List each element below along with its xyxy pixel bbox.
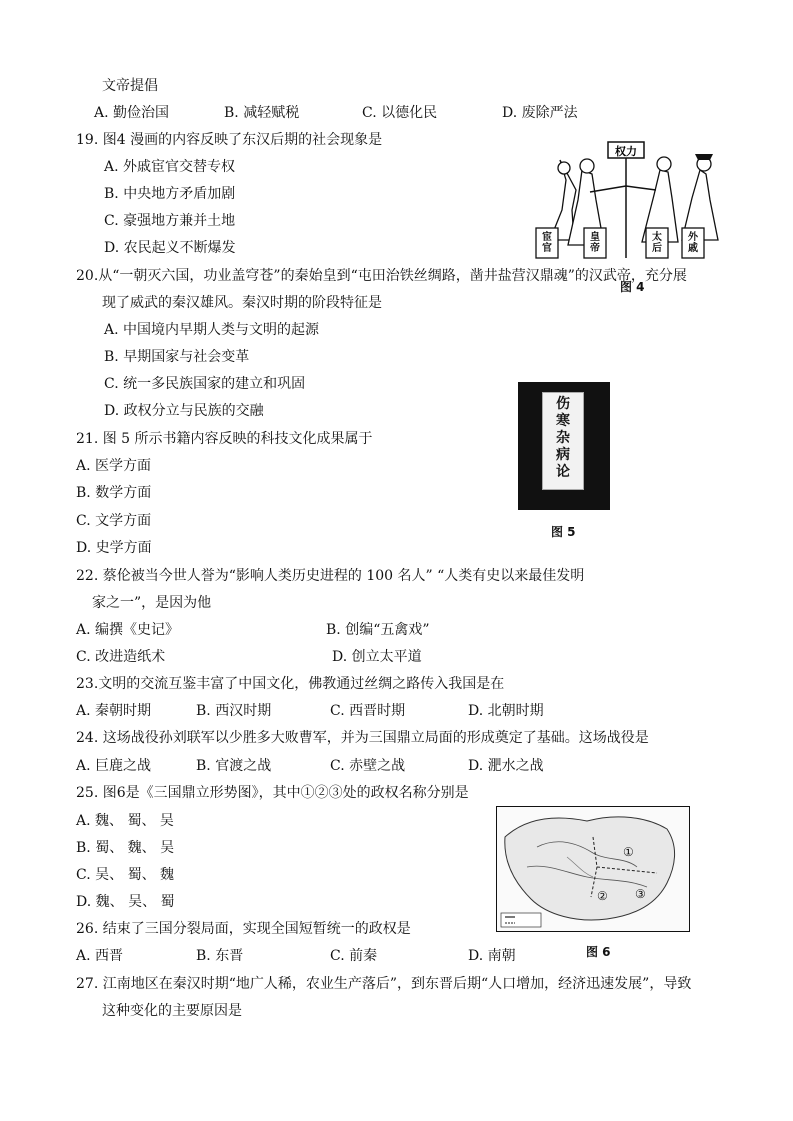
q20-option-a[interactable]: A. 中国境内早期人类与文明的起源 [104, 322, 320, 338]
q19-option-d[interactable]: D. 农民起义不断爆发 [104, 240, 236, 256]
q24-option-c[interactable]: C. 赤壁之战 [330, 758, 406, 774]
figure-5-book-photo [518, 382, 610, 510]
figure-6-marker-1: ① [623, 845, 634, 859]
q19-option-c[interactable]: C. 豪强地方兼并土地 [104, 213, 236, 229]
q20-stem-line1: 20.从“一朝灭六国，功业盖穹苍”的秦始皇到“屯田治铁丝绸路，凿井盐营汉鼎魂”的汉武帝，充分展 [76, 268, 687, 284]
q18-option-b[interactable]: B. 减轻赋税 [224, 105, 300, 121]
q24-option-a[interactable]: A. 巨鹿之战 [76, 758, 152, 774]
q22-option-a[interactable]: A. 编撰《史记》 [76, 622, 180, 638]
q25-option-a[interactable]: A. 魏、 蜀、 吴 [76, 813, 174, 829]
q19-option-b[interactable]: B. 中央地方矛盾加剧 [104, 186, 236, 202]
figure-6-caption: 图 6 [586, 945, 611, 959]
figure-4-label-eunuch: 宦官 [542, 232, 552, 254]
q19-stem: 19. 图4 漫画的内容反映了东汉后期的社会现象是 [76, 132, 383, 148]
figure-4-banner: 权力 [615, 145, 637, 158]
q25-option-b[interactable]: B. 蜀、 魏、 吴 [76, 840, 175, 856]
q18-option-c[interactable]: C. 以德化民 [362, 105, 438, 121]
figure-6-marker-3: ③ [635, 887, 646, 901]
q25-stem: 25. 图6是《三国鼎立形势图》，其中①②③处的政权名称分别是 [76, 785, 469, 801]
q18-stem-tail: 文帝提倡 [102, 78, 158, 94]
figure-5-book-title: 伤寒杂病论 [556, 396, 570, 480]
figure-4-label-dowager: 太后 [652, 232, 662, 254]
q22-option-d[interactable]: D. 创立太平道 [332, 649, 422, 665]
q23-option-a[interactable]: A. 秦朝时期 [76, 703, 152, 719]
q21-stem: 21. 图 5 所示书籍内容反映的科技文化成果属于 [76, 431, 373, 447]
q22-stem-line2: 家之一”，是因为他 [92, 595, 212, 611]
q21-option-d[interactable]: D. 史学方面 [76, 540, 152, 556]
figure-4-label-consort-kin: 外戚 [688, 232, 698, 254]
q23-stem: 23.文明的交流互鉴丰富了中国文化，佛教通过丝绸之路传入我国是在 [76, 676, 505, 692]
figure-6-marker-2: ② [597, 889, 608, 903]
q24-option-b[interactable]: B. 官渡之战 [196, 758, 272, 774]
q18-option-a[interactable]: A. 勤俭治国 [94, 105, 170, 121]
q21-option-a[interactable]: A. 医学方面 [76, 458, 152, 474]
q19-option-a[interactable]: A. 外戚宦官交替专权 [104, 159, 236, 175]
q22-option-c[interactable]: C. 改进造纸术 [76, 649, 166, 665]
q24-option-d[interactable]: D. 淝水之战 [468, 758, 544, 774]
q21-option-c[interactable]: C. 文学方面 [76, 513, 152, 529]
q23-option-d[interactable]: D. 北朝时期 [468, 703, 544, 719]
q20-stem-line2: 现了威武的秦汉雄风。秦汉时期的阶段特征是 [102, 295, 382, 311]
q24-stem: 24. 这场战役孙刘联军以少胜多大败曹军，并为三国鼎立局面的形成奠定了基础。这场战役是 [76, 730, 649, 746]
q20-option-d[interactable]: D. 政权分立与民族的交融 [104, 403, 264, 419]
q21-option-b[interactable]: B. 数学方面 [76, 485, 152, 501]
q18-option-d[interactable]: D. 废除严法 [502, 105, 578, 121]
q27-stem-line1: 27. 江南地区在秦汉时期“地广人稀，农业生产落后”，到东晋后期“人口增加，经济迅速发展”，导致 [76, 976, 692, 992]
q23-option-b[interactable]: B. 西汉时期 [196, 703, 272, 719]
figure-4-caption: 图 4 [620, 280, 645, 294]
figure-4-label-emperor: 皇帝 [590, 232, 600, 254]
q25-option-c[interactable]: C. 吴、 蜀、 魏 [76, 867, 175, 883]
q22-stem-line1: 22. 蔡伦被当今世人誉为“影响人类历史进程的 100 名人” “人类有史以来最佳发明 [76, 568, 585, 584]
q22-option-b[interactable]: B. 创编“五禽戏” [326, 622, 430, 638]
q27-stem-line2: 这种变化的主要原因是 [102, 1003, 242, 1019]
figure-5-caption: 图 5 [551, 525, 576, 539]
q25-option-d[interactable]: D. 魏、 吴、 蜀 [76, 894, 175, 910]
q23-option-c[interactable]: C. 西晋时期 [330, 703, 406, 719]
figure-6-three-kingdoms-map [496, 806, 690, 932]
q26-option-b[interactable]: B. 东晋 [196, 948, 244, 964]
q26-option-d[interactable]: D. 南朝 [468, 948, 516, 964]
q26-option-c[interactable]: C. 前秦 [330, 948, 378, 964]
q20-option-b[interactable]: B. 早期国家与社会变革 [104, 349, 250, 365]
q20-option-c[interactable]: C. 统一多民族国家的建立和巩固 [104, 376, 306, 392]
q26-stem: 26. 结束了三国分裂局面，实现全国短暂统一的政权是 [76, 921, 411, 937]
q26-option-a[interactable]: A. 西晋 [76, 948, 124, 964]
